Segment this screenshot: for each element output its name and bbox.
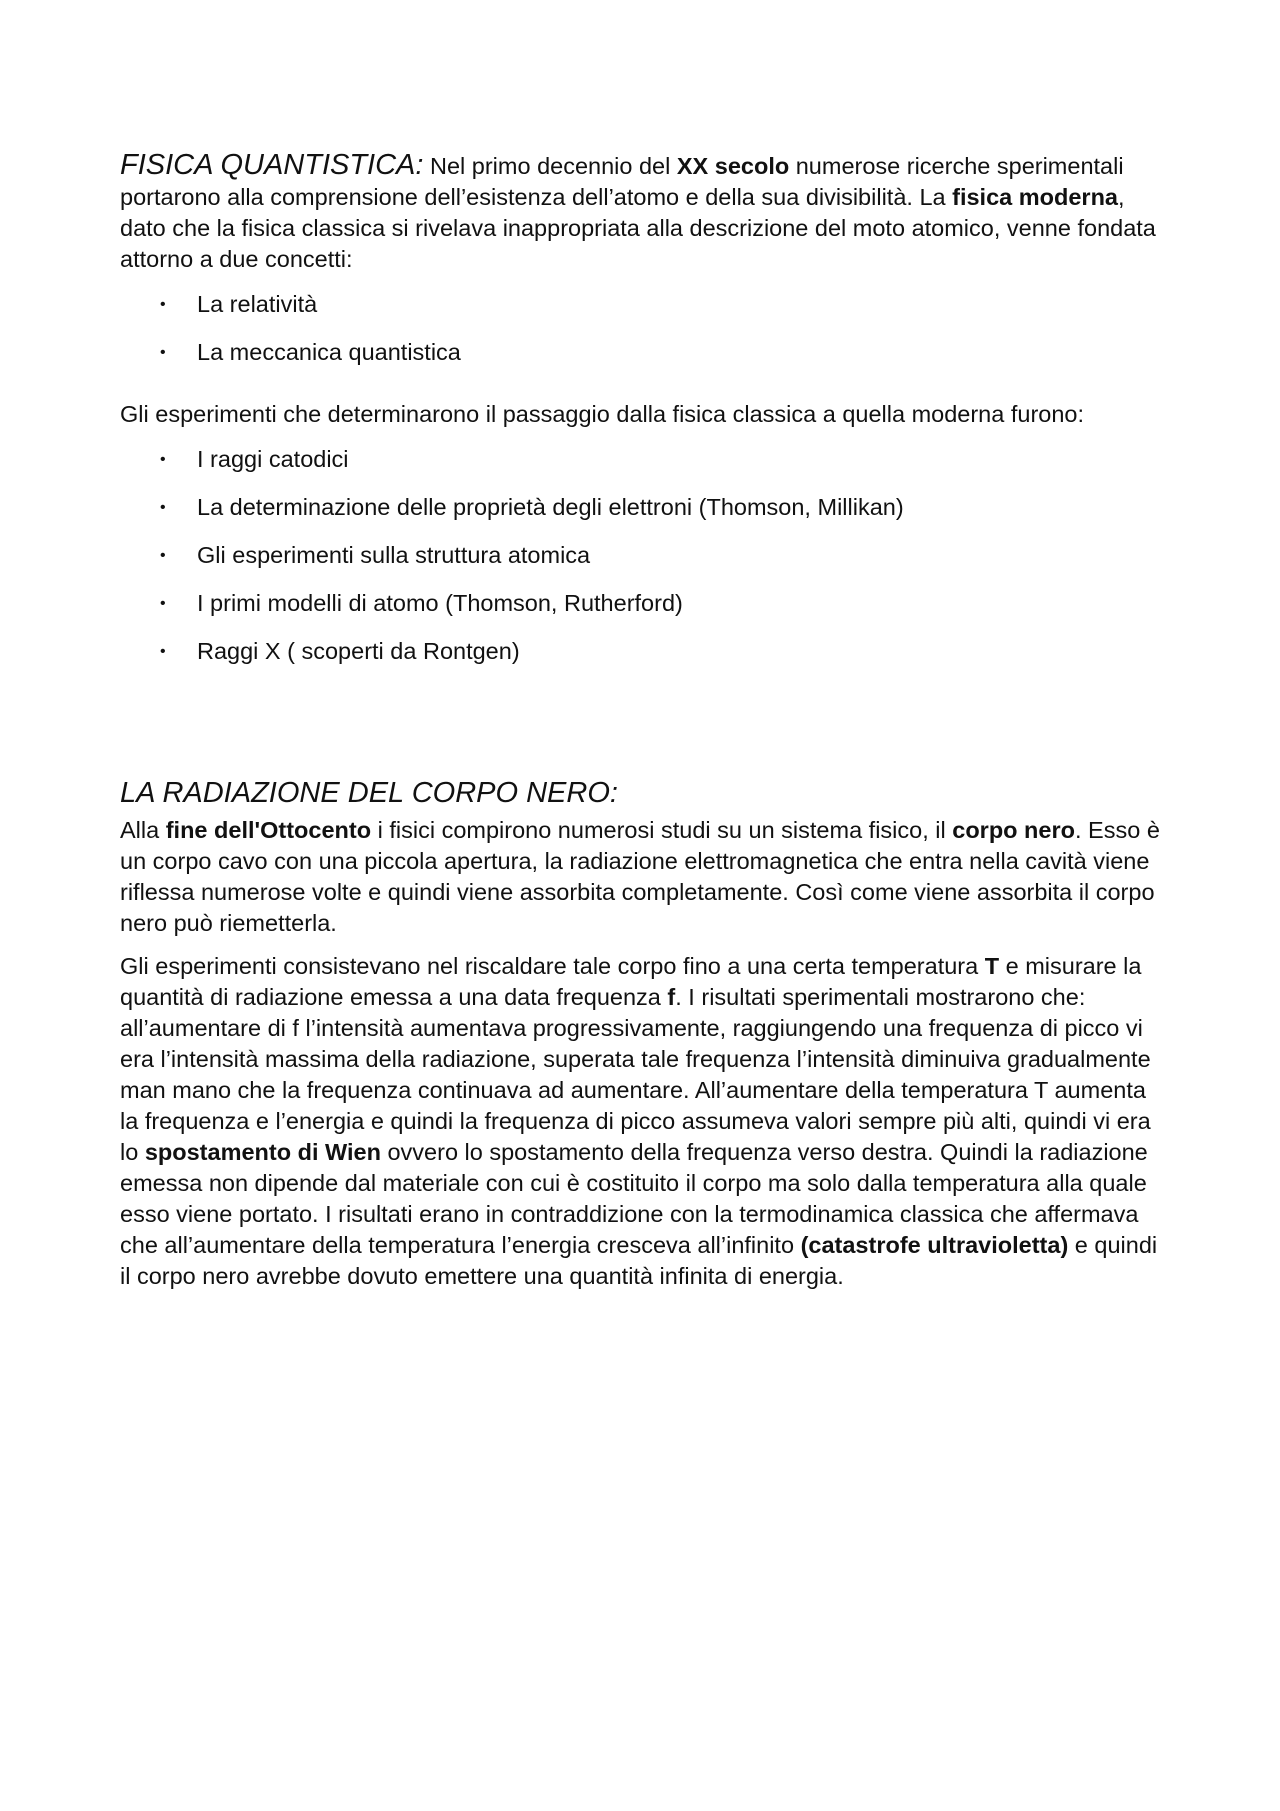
list-item-label: La relatività [197, 291, 318, 317]
concepts-list [120, 289, 1170, 385]
document-page [120, 150, 1170, 1292]
bullet-icon: • [160, 643, 166, 660]
text-run: Nel primo decennio del [423, 153, 677, 179]
bullet-icon: • [160, 296, 166, 313]
section-heading: FISICA QUANTISTICA: [120, 149, 424, 181]
bullet-icon: • [160, 344, 166, 361]
bullet-icon: • [160, 451, 166, 468]
bold-text: (catastrofe ultravioletta) [800, 1232, 1069, 1258]
list-item-label: Raggi X ( scoperti da Rontgen) [197, 638, 520, 664]
experiments-list [120, 444, 1170, 684]
text-run: Gli esperimenti consistevano nel riscaldare tale corpo fino a una certa temperatura [120, 953, 985, 979]
list-item-label: Gli esperimenti sulla struttura atomica [197, 542, 591, 568]
bold-text: XX secolo [676, 153, 790, 179]
text-run: i fisici compirono numerosi studi su un sistema fisico, il [371, 817, 953, 843]
list-item-label: La meccanica quantistica [197, 339, 461, 365]
text-run: . Esso è un corpo cavo con una piccola apertura, la radiazione elettromagnetica che entra nella cavità viene riflessa numerose volte e quindi viene assorbita completamente. Così come viene assorbita il corpo nero può riemetterla. [120, 817, 1160, 936]
bold-text: f [667, 984, 676, 1010]
text-run: , dato che la fisica classica si rivelava inappropriata alla descrizione del moto atomico, venne fondata attorno a due concetti: [120, 184, 1156, 272]
text-run: . I risultati sperimentali mostrarono che: all’aumentare di f l’intensità aumentava progressivamente, raggiungendo una frequenza di picco vi era l’intensità massima della radiazione, superata tale frequenza l’intensità diminuiva gradualmente man mano che la frequenza continuava ad aumentare. All’aumentare della temperatura T aumenta la frequenza e l’energia e quindi la frequenza di picco assumeva valori sempre più alti, quindi vi era lo [120, 984, 1151, 1165]
section-corpo-nero [120, 778, 1170, 1292]
bold-text: T [984, 953, 1000, 979]
experiments-intro: Gli esperimenti che determinarono il passaggio dalla fisica classica a quella moderna furono: [120, 401, 1085, 427]
intro-paragraph [120, 150, 1170, 275]
list-item [120, 289, 1170, 337]
list-item [120, 492, 1170, 540]
list-item [120, 588, 1170, 636]
bold-text: corpo nero [952, 817, 1075, 843]
bullet-icon: • [160, 499, 166, 516]
list-item [120, 444, 1170, 492]
text-run: Alla [120, 817, 166, 843]
text-run: e quindi il corpo nero avrebbe dovuto emettere una quantità infinita di energia. [120, 1232, 1158, 1289]
list-item-label: I primi modelli di atomo (Thomson, Rutherford) [197, 590, 683, 616]
bold-text: fisica moderna [952, 184, 1118, 210]
body-paragraph [120, 951, 1170, 1292]
list-item [120, 337, 1170, 385]
bullet-icon: • [160, 547, 166, 564]
section-heading: LA RADIAZIONE DEL CORPO NERO: [120, 777, 618, 809]
text-run: ovvero lo spostamento della frequenza verso destra. Quindi la radiazione emessa non dipende dal materiale con cui è costituito il corpo ma solo dalla temperatura alla quale esso viene portato. I risultati erano in contraddizione con la termodinamica classica che affermava che all’aumentare della temperatura l’energia cresceva all’infinito [120, 1139, 1148, 1258]
body-paragraph [120, 815, 1170, 939]
list-item [120, 540, 1170, 588]
list-item [120, 636, 1170, 684]
text-run: e misurare la quantità di radiazione emessa a una data frequenza [120, 953, 1142, 1010]
bold-text: fine dell'Ottocento [165, 817, 372, 843]
list-item-label: La determinazione delle proprietà degli elettroni (Thomson, Millikan) [197, 494, 904, 520]
list-item-label: I raggi catodici [197, 446, 349, 472]
text-run: numerose ricerche sperimentali portarono alla comprensione dell’esistenza dell’atomo e della sua divisibilità. La [120, 153, 1124, 210]
bullet-icon: • [160, 595, 166, 612]
bold-text: spostamento di Wien [144, 1139, 381, 1165]
section-fisica-quantistica [120, 150, 1170, 684]
